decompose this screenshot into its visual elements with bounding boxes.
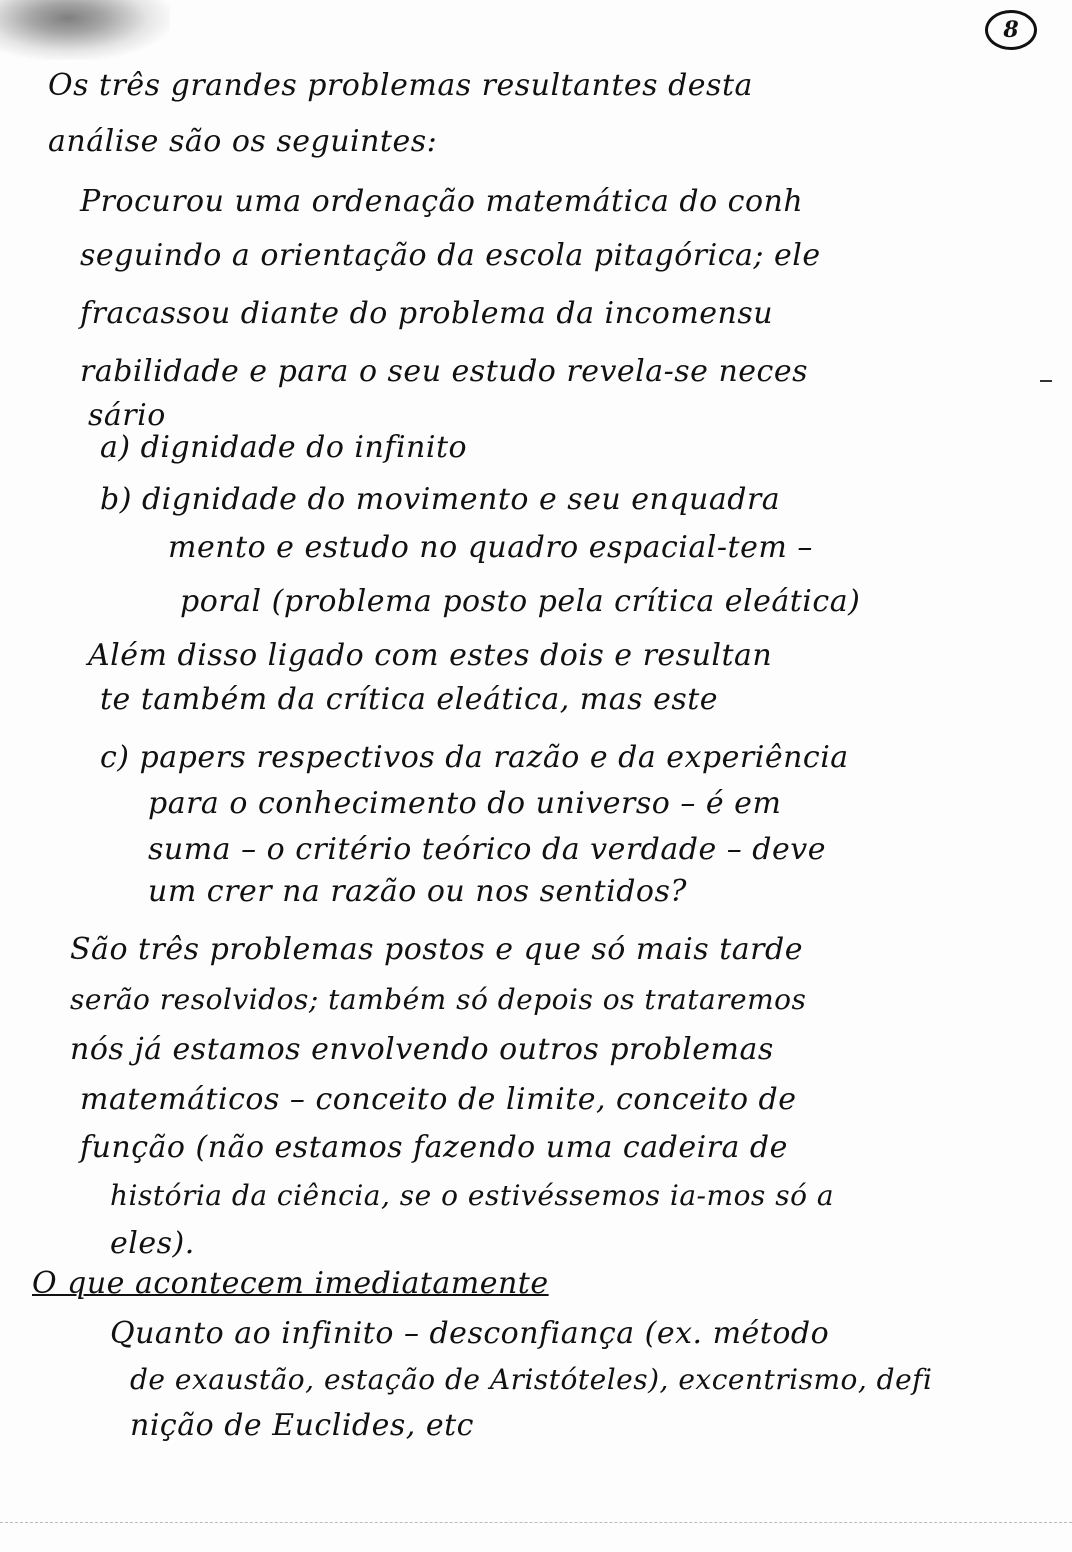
text-line-27: de exaustão, estação de Aristóteles), excentrismo, defi — [130, 1363, 933, 1396]
text-line-3: Procurou uma ordenação matemática do conh — [80, 184, 804, 219]
text-line-14: c) papers respectivos da razão e da experiência — [100, 740, 849, 775]
text-line-10: mento e estudo no quadro espacial-tem – — [168, 530, 813, 565]
text-line-19: serão resolvidos; também só depois os trataremos — [70, 983, 807, 1016]
text-line-21: matemáticos – conceito de limite, conceito de — [80, 1082, 797, 1117]
heading-imediatamente: O que acontecem imediatamente — [32, 1266, 549, 1301]
scan-bottom-edge — [0, 1522, 1072, 1523]
text-line-26: Quanto ao infinito – desconfiança (ex. método — [110, 1316, 830, 1351]
text-line-5: fracassou diante do problema da incomensu — [80, 296, 774, 331]
text-line-12: Além disso ligado com estes dois e resultan — [88, 638, 773, 673]
margin-mark — [1040, 380, 1052, 382]
text-line-24: eles). — [110, 1226, 195, 1261]
text-line-28: nição de Euclides, etc — [130, 1408, 474, 1443]
text-line-20: nós já estamos envolvendo outros problemas — [70, 1032, 774, 1067]
text-line-7: sário — [88, 398, 166, 433]
text-line-9: b) dignidade do movimento e seu enquadra — [100, 482, 781, 517]
text-line-4: seguindo a orientação da escola pitagórica; ele — [80, 238, 821, 273]
scan-smudge — [0, 0, 170, 60]
text-line-2: análise são os seguintes: — [48, 124, 438, 159]
text-line-13: te também da crítica eleática, mas este — [100, 682, 719, 717]
text-line-6: rabilidade e para o seu estudo revela-se neces — [80, 354, 808, 389]
text-line-16: suma – o critério teórico da verdade – deve — [148, 832, 826, 867]
text-line-1: Os três grandes problemas resultantes desta — [48, 68, 753, 103]
text-line-15: para o conhecimento do universo – é em — [148, 786, 782, 821]
page-number: 8 — [985, 10, 1037, 50]
text-line-18: São três problemas postos e que só mais tarde — [70, 932, 803, 967]
text-line-8: a) dignidade do infinito — [100, 430, 468, 465]
text-line-11: poral (problema posto pela crítica eleática) — [180, 584, 861, 619]
text-line-23: história da ciência, se o estivéssemos ia-mos só a — [110, 1179, 835, 1212]
text-line-22: função (não estamos fazendo uma cadeira de — [80, 1130, 788, 1165]
text-line-17: um crer na razão ou nos sentidos? — [148, 874, 687, 909]
